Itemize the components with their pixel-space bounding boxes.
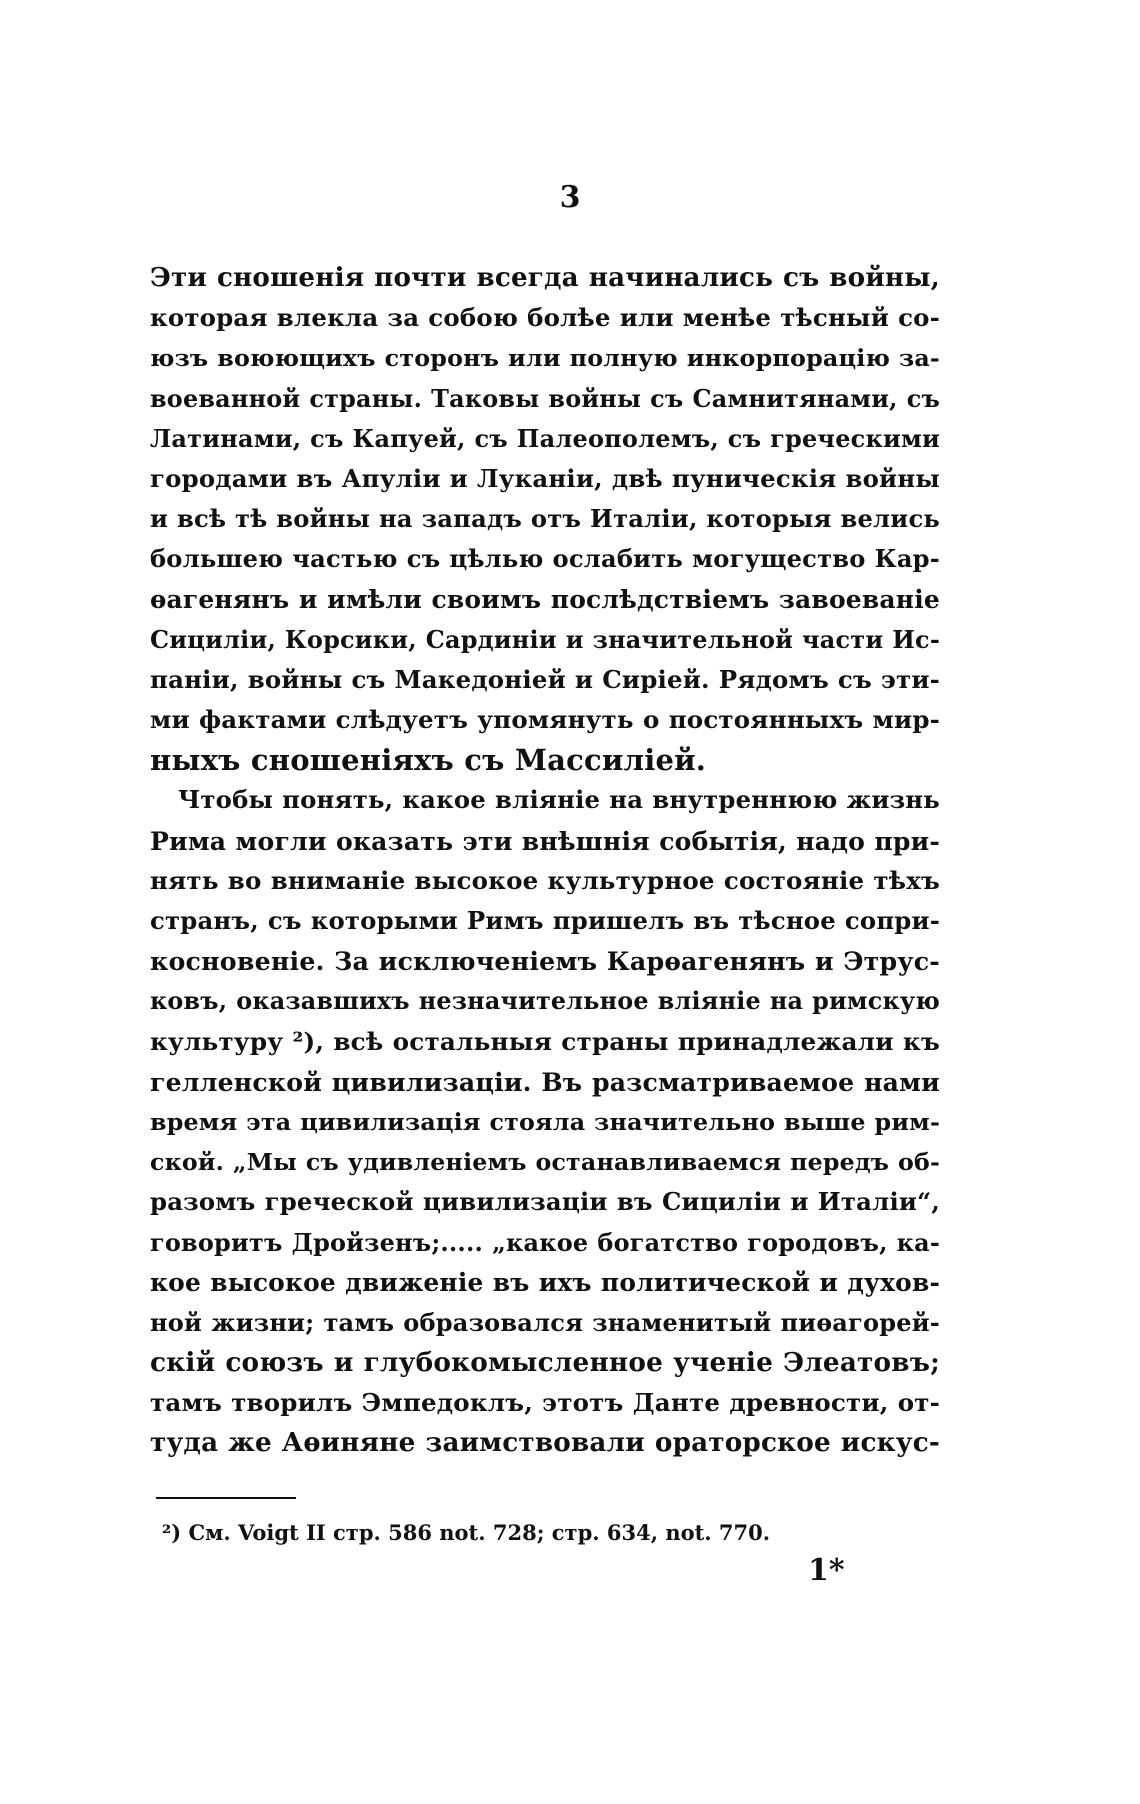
text-line: Эти сношенія почти всегда начинались съ войны, [150, 262, 940, 293]
signature-mark: 1* [808, 1553, 845, 1588]
text-line: ной жизни; тамъ образовался знаменитый пиѳагорей- [150, 1307, 940, 1337]
text-line: ми фактами слѣдуетъ упомянуть о постоянныхъ мир- [150, 705, 940, 735]
footnote-divider [156, 1497, 296, 1499]
footnote: ²) См. Voigt II стр. 586 not. 728; стр. 634, not. 770. [162, 1520, 771, 1545]
text-line: Сициліи, Корсики, Сардиніи и значительной части Ис- [150, 625, 940, 654]
text-line: Латинами, съ Капуей, съ Палеополемъ, съ греческими [150, 423, 940, 453]
text-line: которая влекла за собою болѣе или менѣе тѣсный со- [150, 303, 940, 333]
text-line: нять во вниманіе высокое культурное состояніе тѣхъ [150, 865, 940, 895]
text-line: Рима могли оказать эти внѣшнія событія, надо при- [150, 825, 940, 856]
paragraph-start-line: Чтобы понять, какое вліяніе на внутреннюю жизнь [178, 785, 940, 815]
text-line: гелленской цивилизаціи. Въ разсматриваемое нами [150, 1066, 940, 1097]
text-line: время эта цивилизація стояла значительно выше рим- [150, 1107, 940, 1136]
text-line: культуру ²), всѣ остальныя страны принадлежали къ [150, 1026, 940, 1056]
text-line: туда же Аѳиняне заимствовали ораторское искус- [150, 1427, 940, 1459]
text-line: воеванной страны. Таковы войны съ Самнитянами, съ [150, 384, 940, 413]
text-line: паніи, войны съ Македоніей и Сиріей. Рядомъ съ эти- [150, 664, 940, 694]
text-line: тамъ творилъ Эмпедоклъ, этотъ Данте древности, от- [150, 1388, 940, 1418]
body-text [150, 258, 940, 1464]
text-line: ской. „Мы съ удивленіемъ останавливаемся передъ об- [150, 1148, 940, 1177]
text-line: юзъ воюющихъ сторонъ или полную инкорпорацію за- [150, 344, 940, 373]
text-line: городами въ Апуліи и Луканіи, двѣ пуническія войны [150, 463, 940, 493]
text-line: скій союзъ и глубокомысленное ученіе Элеатовъ; [150, 1347, 940, 1379]
text-line: косновеніе. За исключеніемъ Карѳагенянъ и Этрус- [150, 946, 940, 977]
page-number: 3 [559, 180, 581, 215]
text-line: странъ, съ которыми Римъ пришелъ въ тѣсное сопри- [150, 906, 940, 935]
text-line: ѳагенянъ и имѣли своимъ послѣдствіемъ завоеваніе [150, 584, 940, 614]
paragraph-end-line: ныхъ сношеніяхъ съ Массиліей. [150, 743, 707, 778]
text-line: говоритъ Дройзенъ;..... „какое богатство городовъ, ка- [150, 1228, 940, 1257]
text-line: разомъ греческой цивилизаціи въ Сициліи и Италіи“, [150, 1187, 940, 1217]
text-line: ковъ, оказавшихъ незначительное вліяніе на римскую [150, 987, 940, 1016]
text-line: кое высокое движеніе въ ихъ политической и духов- [150, 1267, 940, 1297]
text-line: и всѣ тѣ войны на западъ отъ Италіи, которыя велись [150, 504, 940, 534]
text-line: большею частью съ цѣлью ослабить могущество Кар- [150, 544, 940, 574]
